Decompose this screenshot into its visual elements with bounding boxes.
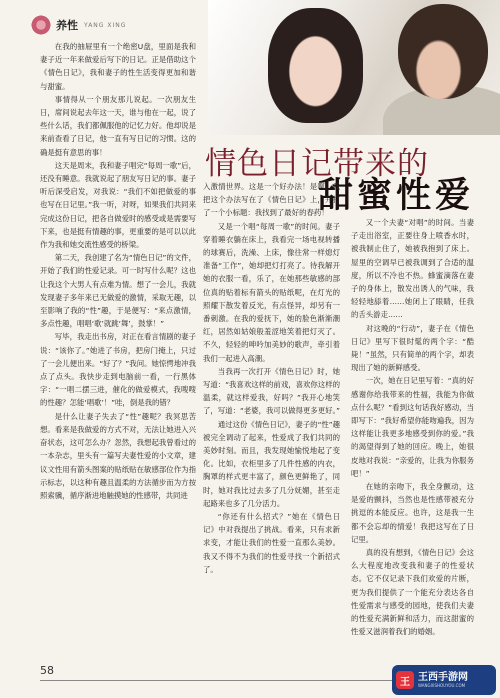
paragraph: 写毕，我走出书房，对正在看言情剧的妻子说：“该你了。”她进了书房，把房门掩上，只过了一会儿便出来。“好了？”我问。她惊愕地冲我点了点头。我快步走到电脑前一看，一行黑体字：“一唱二摆三进，催化的做爱模式，我嗖嗖的性趣？怎能‘唱歌’！”哇，倒是我的错？	[40, 332, 196, 408]
watermark-badge-icon: 王	[396, 671, 414, 689]
paragraph: 这天是周末，我和妻子唱完“每周一歌”后，还没有睡意。我就说起了朋友写日记的事。妻子听后深受启发，对我说：“我们不如把做爱的事也写在日记里。”我一听，对呀，如果我们共同来完成这份日记，把各自做爱时的感受或是需要写下来，也是挺有情趣的事，更重要的是可以以此作为我和她交流性感受的桥梁。	[40, 160, 196, 250]
article-title-line1: 情色日记带来的	[205, 146, 429, 182]
woman-figure	[268, 8, 363, 123]
paragraph: 对这晚的“行动”，妻子在《情色日记》里写下很时髦的两个字：“酷毙！”虽然，只有简单的两个字，却表现出了她的新鲜感受。	[351, 323, 474, 373]
section-title: 养性	[56, 19, 78, 32]
flower-icon	[30, 14, 52, 36]
paragraph: 真的没有想到，《情色日记》会这么大程度地改变我和妻子的性爱状态。它不仅记录下我们欢爱的片断，更为我们提供了一个能充分表达各自性爱需求与感受的园地，使我们夫妻的性爱充满新鲜和活力，而这甜蜜的性爱又滋润着我们的婚姻。	[351, 548, 474, 637]
couple-photo	[208, 0, 500, 135]
watermark-text	[418, 672, 468, 688]
paragraph: 通过这份《情色日记》，妻子的“性”趣被完全调动了起来，性爱成了我们共同的美妙时刻。而且，我发现她愉悦地起了变化。比如，衣柜里多了几件性感的内衣，胸罩的样式更丰富了，颜色更鲜艳了，同时，她对我比过去多了几分妩媚，甚至走起路来也多了几分活力。	[203, 419, 341, 508]
paragraph: 第二天，我创建了名为“情色日记”的文件，开始了我们的性爱记录。可一时写什么呢？这也让我这个大男人有点难为情。想了一会儿，我就发现妻子多年来已无做爱的激情，采取无趣，以至影响了我的“性”趣，于是便写：“来点激情，多点性趣，唱唱‘歌’就跳‘舞’，鼓掌！”	[40, 253, 196, 329]
paragraph: 在她的亲吻下，我全身颤动，这是爱的颤抖，当然也是性感带被充分挑逗的本能反应。也许，这是我一生都不会忘却的情爱！我把这写在了日记里。	[351, 482, 474, 544]
paragraph: “你还有什么招式？”她在《情色日记》中对我提出了挑战。看来，只有求新求变，才能让我们的性爱一直那么美妙。我又不得不为我们的性爱寻找一个新招式了。	[203, 512, 340, 574]
paragraph: 事情得从一个朋友那儿说起。一次朋友生日，席间说起去年这一天，谁与他在一起，说了些什么话，我们都佩服他的记忆力好。他却说是来前查看了日记，他一直有写日记的习惯。这的确是挺有意思的事！	[40, 94, 196, 157]
watermark-logo	[392, 665, 496, 695]
paragraph: 当我再一次打开《情色日记》时，她写道：“我喜欢这样的前戏，喜欢你这样的温柔，就这样爱我，好吗？”我开心地笑了，写道：“老婆，我可以做得更多更好。”	[203, 366, 340, 416]
article-title-line2: 甜蜜性爱	[318, 175, 475, 216]
paragraph: 又是一个唱“每周一歌”的时间。妻子穿着睡衣躺在床上，我看完一场电视转播的球赛后，洗澡、上床，像往常一样熄灯准备“工作”，她却把灯打亮了。待我解开她的衣服一看，乐了，在她那些敏感的部位真的贴着标有箭头的贴纸呢，在灯光的照耀下散发着反光，有点怪异，却另有一番刺激。在我的爱抚下，她的脸色渐渐潮红，居然如姑娘般羞涩地笑着把灯灭了。不久，轻轻的呻吟加美妙的歌声，牵引着我们一起进入高潮。	[203, 221, 340, 363]
paragraph: 一次，她在日记里写着：“真的好感谢你给我带来的性福，我能为你做点什么呢？”看到这句话我好感动，当即写下：“我好希望你能吻遍我，因为这样能让我更多地感受到你的爱。”我的渴望得到了她的回应。晚上，她很皮地对我说：“亲爱的，让我为你服务吧！”	[351, 376, 474, 478]
watermark-sub: WANGXISHOUYOU.COM	[418, 683, 466, 688]
man-figure	[398, 4, 488, 99]
paragraph: 是什么让妻子失去了“性”趣呢？我冥思苦想。看来是我做爱的方式不对，无法让她进入兴奋状态，这可怎么办？忽然，我想起我曾看过的一本杂志，里头有一篇写夫妻性爱的小文章，建议文性用有箭头图案的贴纸贴在敏感部位作为指示标志，以这种有趣且温柔的方法循步而为方按照索骥，循序渐进地触摸她的性感带，共同进	[40, 411, 196, 500]
paragraph: 入激情世界。这是一个好办法！是啊，我把这个办法写在了《情色日记》上，并打了一个小标题：我找到了最好的春药！	[203, 182, 340, 218]
text-column-1	[40, 40, 196, 502]
text-column-2	[203, 180, 340, 576]
section-header	[30, 14, 126, 36]
text-column-3	[351, 216, 474, 639]
paragraph: 在我的抽屉里有一个绝密U盘，里面是我和妻子近一年来做爱后写下的日记。正是借助这个《情色日记》，我和妻子的性生活变得更加和谐与甜蜜。	[40, 42, 196, 91]
paragraph: 又一个夫妻“对唱”的时间。当妻子走出浴室，正要往身上喷香水时，被我制止住了，她被我抱到了床上。屋里的空调早已被我调到了合适的温度，所以不冷也不热。蜂蜜滴落在妻子的身体上，散发出诱人的气味，我轻轻地舔着……她闭上了眼睛，任我的舌头游走……	[351, 218, 474, 320]
section-title-en: YANG XING	[84, 21, 127, 29]
watermark-name: 王西手游网	[418, 672, 468, 683]
page-number: 58	[40, 664, 54, 677]
